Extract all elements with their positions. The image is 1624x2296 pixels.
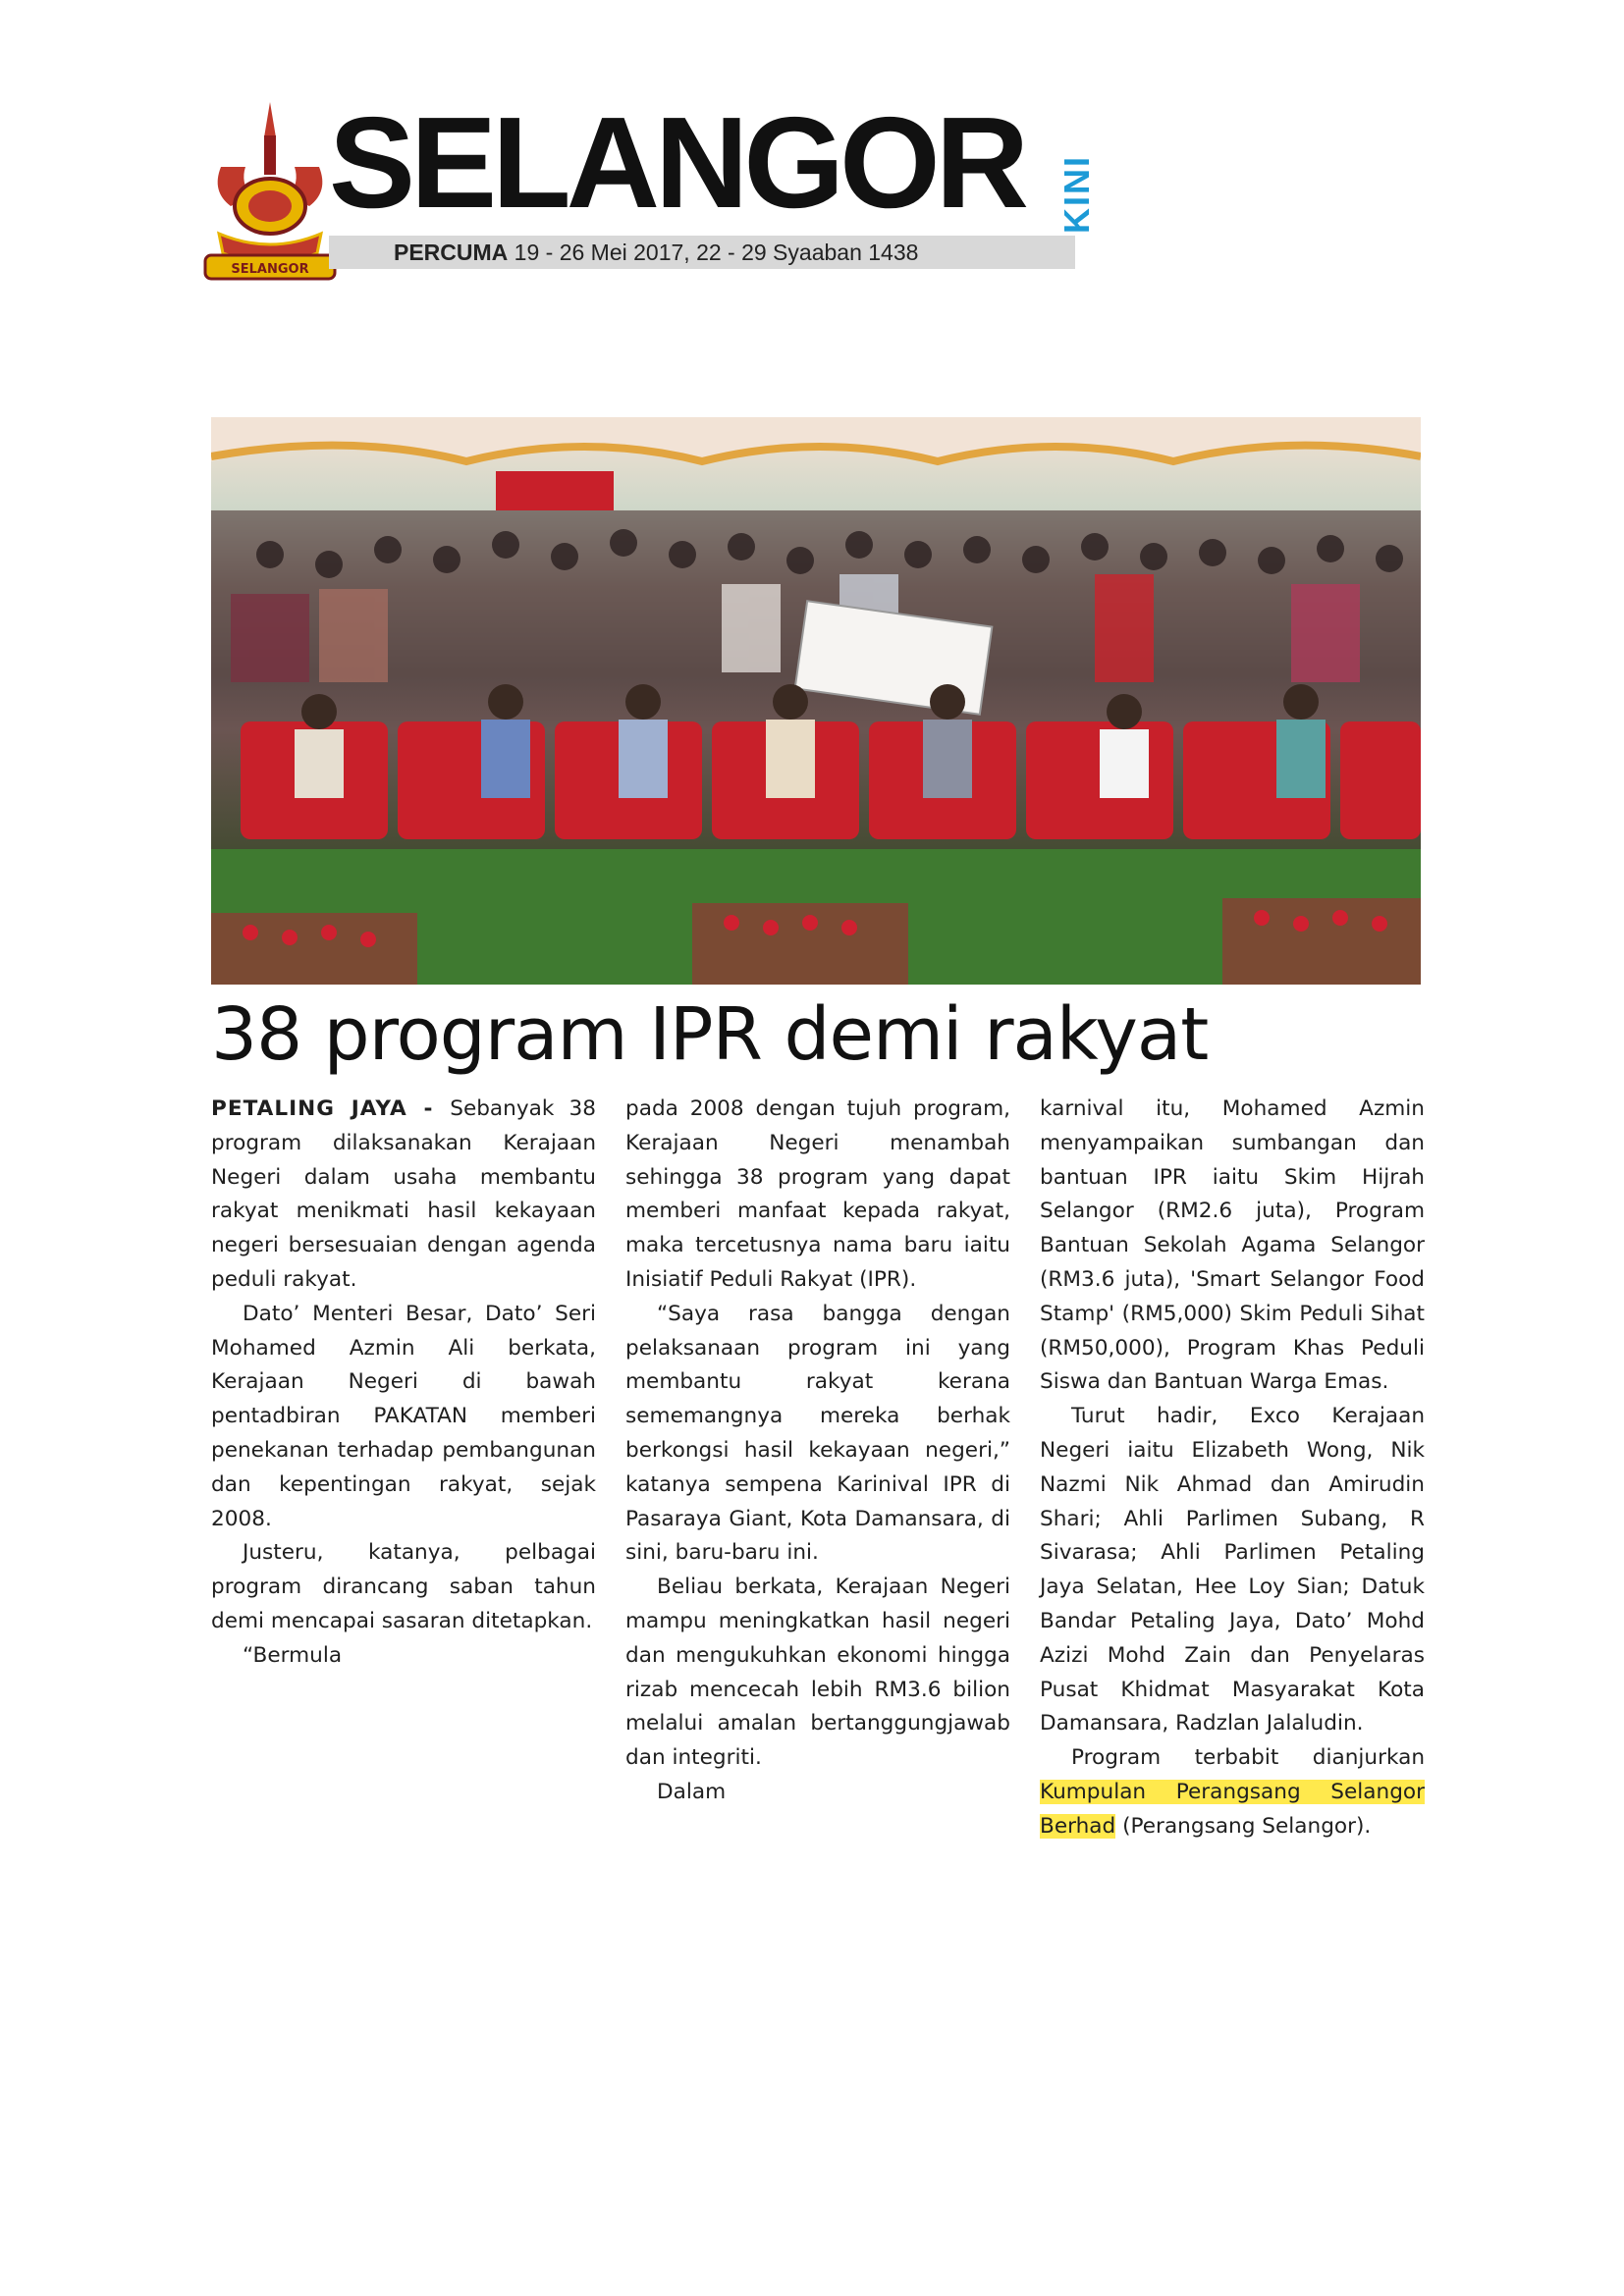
selangor-crest-icon <box>201 98 339 285</box>
kini-label: KINI <box>1056 155 1097 234</box>
article-headline: 38 program IPR demi rakyat <box>211 992 1209 1077</box>
paragraph-1: Sebanyak 38 program dilaksanakan Kerajaan Negeri dalam usaha membantu rakyat menikmati hasil kekayaan negeri bersesuaian dengan agenda peduli rakyat. <box>211 1096 596 1292</box>
highlighted-organisation: Kumpulan Perangsang Selangor Berhad <box>1040 1779 1425 1839</box>
event-group-photo-icon <box>211 417 1421 985</box>
masthead <box>201 90 1097 290</box>
paragraph-9 <box>1040 1741 1425 1843</box>
article-column-1 <box>211 1093 596 1674</box>
paragraph-4: “Bermula <box>243 1642 343 1668</box>
free-label: PERCUMA <box>394 240 509 265</box>
brand-title: SELANGOR <box>329 90 1025 235</box>
issue-date: 19 - 26 Mei 2017, 22 - 29 Syaaban 1438 <box>514 240 919 265</box>
paragraph-9-start: Program terbabit dianjurkan <box>1071 1745 1425 1771</box>
paragraph-8: Turut hadir, Exco Kerajaan Negeri iaitu Elizabeth Wong, Nik Nazmi Nik Ahmad dan Amirudin Shari; Ahli Parlimen Subang, R Sivarasa; Ahli Parlimen Petaling Jaya Selatan, Hee Loy Sian; Datuk Bandar Petaling Jaya, Dato’ Mohd Azizi Mohd Zain dan Penyelaras Pusat Khidmat Masyarakat Kota Damansara, Radzlan Jalaludin. <box>1040 1404 1425 1736</box>
paragraph-2: Dato’ Menteri Besar, Dato’ Seri Mohamed Azmin Ali berkata, Kerajaan Negeri di bawah pentadbiran PAKATAN memberi penekanan terhadap pembangunan dan kepentingan rakyat, sejak 2008. <box>211 1301 596 1531</box>
paragraph-continuation: pada 2008 dengan tujuh program, Kerajaan Negeri menambah sehingga 38 program yang dapat memberi manfaat kepada rakyat, maka tercetusnya nama baru iaitu Inisiatif Peduli Rakyat (IPR). <box>625 1096 1010 1292</box>
article-column-3 <box>1040 1093 1425 1844</box>
brand-subtitle <box>1051 116 1097 234</box>
paragraph-6: Beliau berkata, Kerajaan Negeri mampu meningkatkan hasil negeri dan mengukuhkan ekonomi hingga rizab mencecah lebih RM3.6 bilion melalui amalan bertanggungjawab dan integriti. <box>625 1575 1010 1771</box>
article-dateline: PETALING JAYA - <box>211 1096 451 1121</box>
crest-label: SELANGOR <box>231 262 309 277</box>
event-group-photo <box>211 417 1421 985</box>
paragraph-5: “Saya rasa bangga dengan pelaksanaan program ini yang membantu rakyat kerana sememangnya mereka berhak berkongsi hasil kekayaan negeri,” katanya sempena Karinival IPR di Pasaraya Giant, Kota Damansara, di sini, baru-baru ini. <box>625 1301 1010 1566</box>
paragraph-7: Dalam <box>657 1779 727 1804</box>
article-column-2 <box>625 1093 1010 1810</box>
paragraph-9-end: (Perangsang Selangor). <box>1115 1813 1372 1839</box>
issue-dateline <box>329 236 1075 269</box>
paragraph-continuation: karnival itu, Mohamed Azmin menyampaikan sumbangan dan bantuan IPR iaitu Skim Hijrah Selangor (RM2.6 juta), Program Bantuan Sekolah Agama Selangor (RM3.6 juta), 'Smart Selangor Food Stamp' (RM5,000) Skim Peduli Sihat (RM50,000), Program Khas Peduli Siswa dan Bantuan Warga Emas. <box>1040 1096 1425 1395</box>
article-paragraph <box>211 1093 596 1298</box>
paragraph-3: Justeru, katanya, pelbagai program dirancang saban tahun demi mencapai sasaran ditetapkan. <box>211 1540 596 1633</box>
